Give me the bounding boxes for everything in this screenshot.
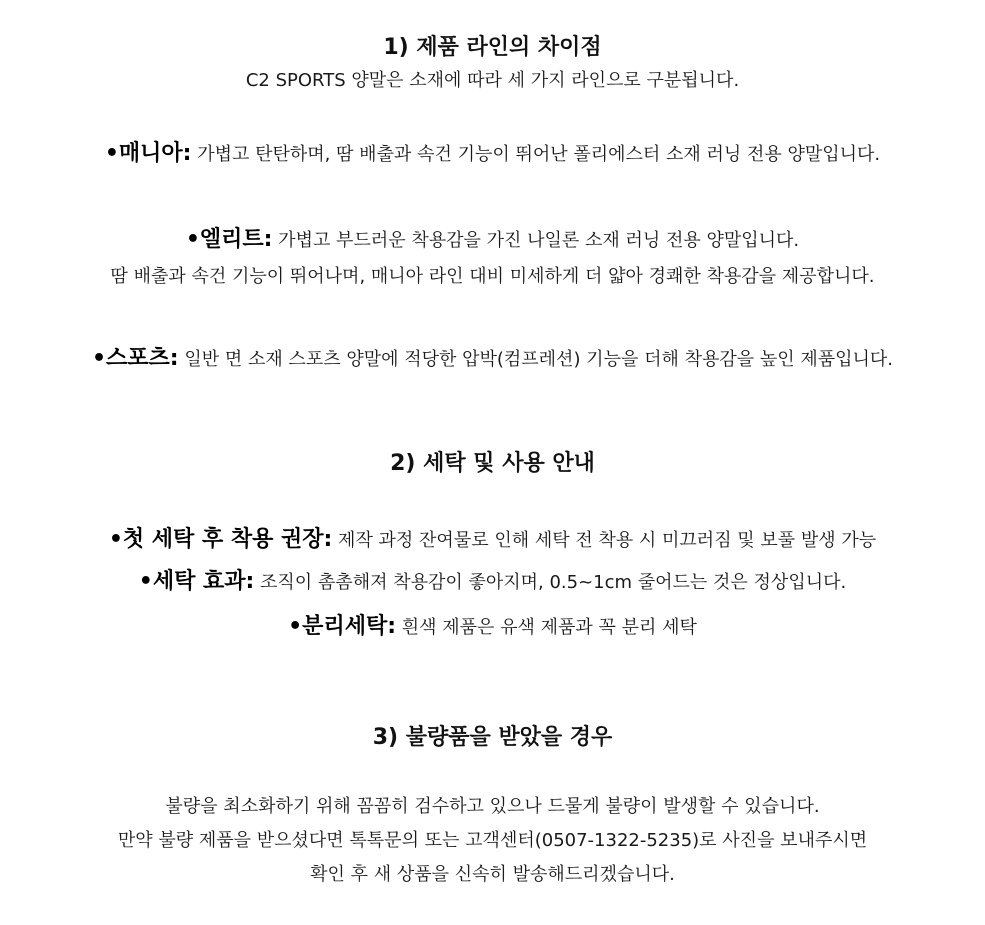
wash-effect-description: 조직이 촘촘해져 착용감이 좋아지며, 0.5~1cm 줄어드는 것은 정상입니다. [254, 572, 847, 593]
sports-description: 일반 면 소재 스포츠 양말에 적당한 압박(컴프레션) 기능을 더해 착용감을 높인 제품입니다. [178, 349, 894, 370]
mania-line [0, 143, 985, 165]
separate-wash-term: •분리세탁: [288, 614, 396, 639]
first-wash-description: 제작 과정 잔여물로 인해 세탁 전 착용 시 미끄러짐 및 보풀 발생 가능 [332, 530, 877, 551]
section-3-title: 3) 불량품을 받았을 경우 [372, 725, 613, 750]
elite-extra-description: 땀 배출과 속건 기능이 뛰어나며, 매니아 라인 대비 미세하게 더 얇아 경쾌한 착용감을 제공합니다. [110, 266, 875, 287]
first-wash-line [0, 529, 985, 551]
defect-notice-line-3: 확인 후 새 상품을 신속히 발송해드리겠습니다. [310, 864, 675, 885]
elite-line [0, 229, 985, 251]
section-1-intro: C2 SPORTS 양말은 소재에 따라 세 가지 라인으로 구분됩니다. [245, 70, 740, 91]
separate-wash-line [0, 616, 985, 638]
section-2-title: 2) 세탁 및 사용 안내 [390, 451, 595, 476]
elite-description: 가볍고 부드러운 착용감을 가진 나일론 소재 러닝 전용 양말입니다. [272, 230, 800, 251]
defect-notice-line-1: 불량을 최소화하기 위해 꼼꼼히 검수하고 있으나 드물게 불량이 발생할 수 있습니다. [165, 796, 820, 817]
wash-effect-line [0, 571, 985, 593]
mania-term: •매니아: [104, 141, 192, 166]
wash-effect-term: •세탁 효과: [138, 569, 255, 594]
section-1-title: 1) 제품 라인의 차이점 [383, 35, 602, 60]
sports-term: •스포츠: [91, 346, 179, 371]
mania-description: 가볍고 탄탄하며, 땀 배출과 속건 기능이 뛰어난 폴리에스터 소재 러닝 전용 양말입니다. [191, 144, 881, 165]
first-wash-term: •첫 세탁 후 착용 권장: [108, 527, 333, 552]
defect-notice-line-2: 만약 불량 제품을 받으셨다면 톡톡문의 또는 고객센터(0507-1322-5235)로 사진을 보내주시면 [117, 830, 868, 851]
separate-wash-description: 흰색 제품은 유색 제품과 꼭 분리 세탁 [396, 617, 697, 638]
elite-term: •엘리트: [185, 227, 273, 252]
sports-line [0, 348, 985, 370]
